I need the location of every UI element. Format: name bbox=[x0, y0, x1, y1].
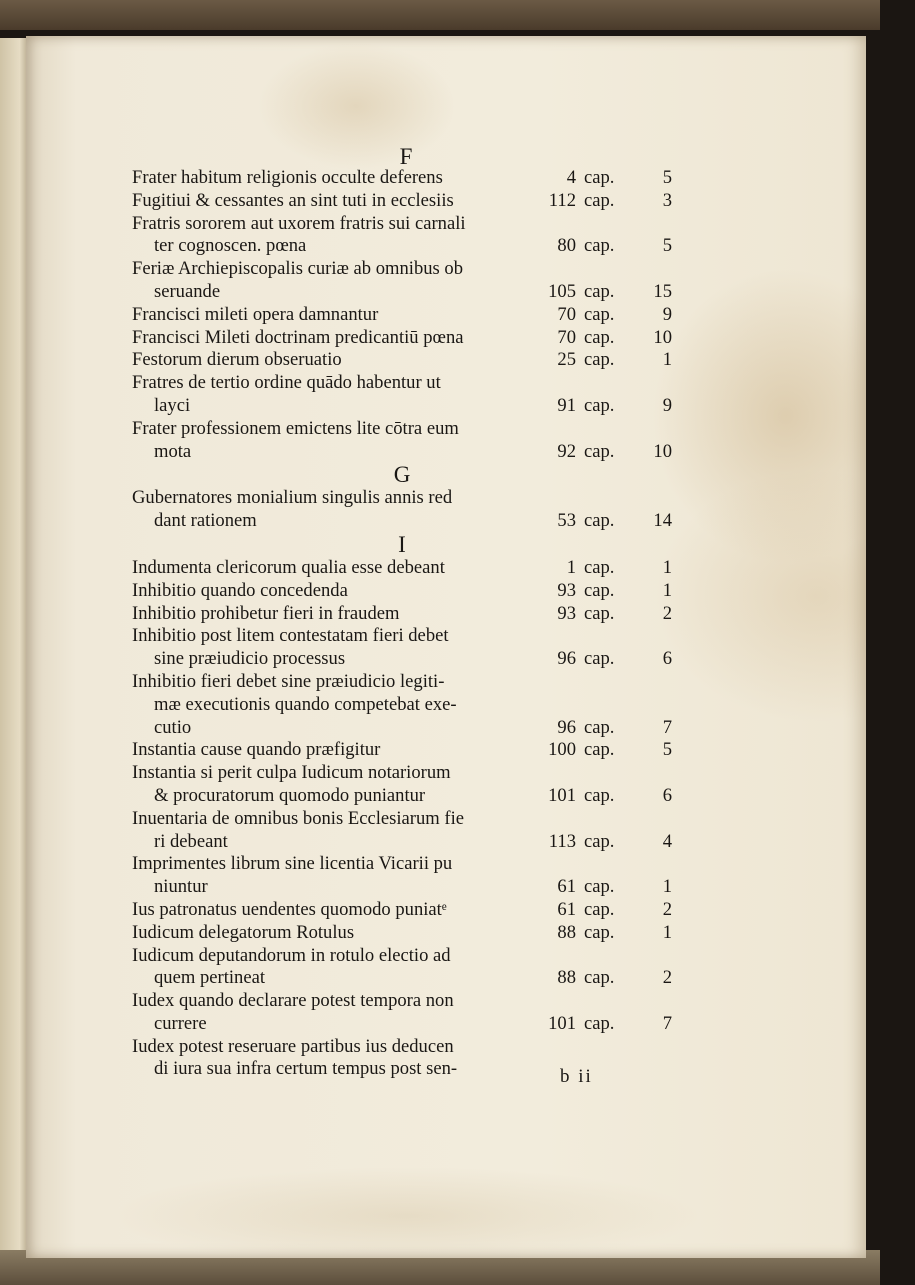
cap-abbrev: cap. bbox=[584, 716, 615, 738]
entry-text-line: & procuratorum quomodo puniantur bbox=[154, 784, 426, 806]
cap-abbrev: cap. bbox=[584, 876, 615, 898]
cap-abbrev: cap. bbox=[584, 967, 615, 989]
entry-reference bbox=[557, 327, 672, 350]
book-cover-edge bbox=[0, 0, 880, 30]
chapter-number: 7 bbox=[662, 1012, 672, 1034]
chapter-number: 1 bbox=[662, 921, 672, 943]
entry-text-line: Inhibitio post litem contestatam fieri debet bbox=[132, 625, 449, 647]
index-entry bbox=[132, 739, 672, 762]
printed-area bbox=[26, 36, 866, 1258]
entry-text-line: Frater professionem emictens lite cōtra eum bbox=[132, 417, 459, 439]
page-number: 101 bbox=[548, 784, 576, 806]
entry-text-line: Imprimentes librum sine licentia Vicarii pu bbox=[132, 853, 453, 875]
chapter-number: 15 bbox=[653, 280, 672, 302]
entry-reference bbox=[557, 899, 672, 922]
entry-text-line: Instantia si perit culpa Iudicum notariorum bbox=[132, 762, 451, 784]
entry-reference bbox=[557, 967, 672, 990]
cap-abbrev: cap. bbox=[584, 303, 615, 325]
cap-abbrev: cap. bbox=[584, 648, 615, 670]
entry-reference bbox=[548, 281, 672, 304]
entry-reference bbox=[557, 717, 672, 740]
section-letter-g: G bbox=[393, 462, 411, 488]
page-number: 80 bbox=[557, 235, 576, 257]
cap-abbrev: cap. bbox=[584, 394, 615, 416]
entry-text-line: Francisci mileti opera damnantur bbox=[132, 303, 379, 325]
entry-reference bbox=[549, 831, 672, 854]
entry-text-line: ter cognoscen. pœna bbox=[154, 235, 307, 257]
chapter-number: 1 bbox=[662, 556, 672, 578]
entry-text-line: cutio bbox=[154, 716, 192, 738]
page-number: 92 bbox=[557, 440, 576, 462]
page-number: 61 bbox=[557, 876, 576, 898]
chapter-number: 3 bbox=[662, 189, 672, 211]
entry-text-line: Feriæ Archiepiscopalis curiæ ab omnibus ob bbox=[132, 258, 464, 280]
previous-leaf-edge bbox=[0, 38, 28, 1268]
entry-reference bbox=[567, 167, 672, 190]
page-number: 93 bbox=[557, 602, 576, 624]
entry-text-line: Iudex potest reseruare partibus ius deducen bbox=[132, 1035, 454, 1057]
cap-abbrev: cap. bbox=[584, 235, 615, 257]
entry-reference bbox=[557, 395, 672, 418]
entry-text-line: currere bbox=[154, 1012, 207, 1034]
index-entry bbox=[132, 945, 672, 991]
entry-reference bbox=[548, 1013, 672, 1036]
entry-reference bbox=[557, 441, 672, 464]
entry-text-line: Instantia cause quando præfigitur bbox=[132, 739, 381, 761]
index-entry bbox=[132, 258, 672, 304]
entry-reference bbox=[557, 304, 672, 327]
entry-reference bbox=[557, 349, 672, 372]
index-entry bbox=[132, 327, 672, 350]
entry-reference bbox=[557, 580, 672, 603]
entry-reference bbox=[557, 922, 672, 945]
index-entry bbox=[132, 580, 672, 603]
index-entry bbox=[132, 167, 672, 190]
page-number: 96 bbox=[557, 648, 576, 670]
index-entry bbox=[132, 853, 672, 899]
entry-text-line: Inhibitio quando concedenda bbox=[132, 579, 348, 601]
cap-abbrev: cap. bbox=[584, 556, 615, 578]
page-number: 105 bbox=[548, 280, 576, 302]
page-number: 93 bbox=[557, 579, 576, 601]
page-number: 101 bbox=[548, 1012, 576, 1034]
chapter-number: 2 bbox=[662, 898, 672, 920]
chapter-number: 1 bbox=[662, 349, 672, 371]
page-number: 88 bbox=[557, 921, 576, 943]
entry-text-line: dant rationem bbox=[154, 510, 257, 532]
entry-reference bbox=[549, 190, 672, 213]
section-letter-i: I bbox=[398, 531, 406, 557]
index-entry bbox=[132, 487, 672, 533]
cap-abbrev: cap. bbox=[584, 830, 615, 852]
page-number: 53 bbox=[557, 510, 576, 532]
cap-abbrev: cap. bbox=[584, 510, 615, 532]
chapter-number: 10 bbox=[653, 440, 672, 462]
chapter-number: 5 bbox=[662, 167, 672, 188]
entry-text-line: Francisci Mileti doctrinam predicantiū pœna bbox=[132, 326, 464, 348]
entry-reference bbox=[557, 648, 672, 671]
index-entry bbox=[132, 213, 672, 259]
page-number: 61 bbox=[557, 898, 576, 920]
index-entry bbox=[132, 899, 672, 922]
index-entry bbox=[132, 557, 672, 580]
index-entries bbox=[132, 167, 672, 1081]
index-entry bbox=[132, 349, 672, 372]
cap-abbrev: cap. bbox=[584, 602, 615, 624]
page-number: 100 bbox=[548, 739, 576, 761]
cap-abbrev: cap. bbox=[584, 1012, 615, 1034]
entry-reference bbox=[557, 876, 672, 899]
cap-abbrev: cap. bbox=[584, 579, 615, 601]
cap-abbrev: cap. bbox=[584, 349, 615, 371]
index-entry bbox=[132, 990, 672, 1036]
entry-text-line: mota bbox=[154, 440, 192, 462]
entry-text-line: Festorum dierum obseruatio bbox=[132, 349, 342, 371]
entry-text-line: Iudex quando declarare potest tempora non bbox=[132, 990, 454, 1012]
index-entry bbox=[132, 190, 672, 213]
entry-text-line: seruande bbox=[154, 280, 221, 302]
index-entry bbox=[132, 372, 672, 418]
page-number: 96 bbox=[557, 716, 576, 738]
chapter-number: 1 bbox=[662, 579, 672, 601]
entry-text-line: quem pertineat bbox=[154, 967, 265, 989]
cap-abbrev: cap. bbox=[584, 739, 615, 761]
chapter-number: 5 bbox=[662, 739, 672, 761]
chapter-number: 9 bbox=[662, 394, 672, 416]
entry-text-line: niuntur bbox=[154, 876, 208, 898]
page-number: 25 bbox=[557, 349, 576, 371]
chapter-number: 7 bbox=[662, 716, 672, 738]
page-number: 91 bbox=[557, 394, 576, 416]
cap-abbrev: cap. bbox=[584, 326, 615, 348]
entry-text-line: Fratris sororem aut uxorem fratris sui carnali bbox=[132, 212, 466, 234]
entry-reference bbox=[548, 785, 672, 808]
entry-reference bbox=[557, 235, 672, 258]
entry-text-line: Inhibitio fieri debet sine præiudicio legiti- bbox=[132, 670, 445, 692]
entry-reference bbox=[548, 739, 672, 762]
chapter-number: 2 bbox=[662, 967, 672, 989]
index-entry bbox=[132, 603, 672, 626]
entry-text-line: ri debeant bbox=[154, 830, 228, 852]
entry-text-line: Inuentaria de omnibus bonis Ecclesiarum fie bbox=[132, 807, 465, 829]
cap-abbrev: cap. bbox=[584, 898, 615, 920]
page-number: 1 bbox=[566, 556, 576, 578]
chapter-number: 5 bbox=[662, 235, 672, 257]
entry-text-line: Indumenta clericorum qualia esse debeant bbox=[132, 556, 445, 578]
signature-mark: b ii bbox=[560, 1066, 593, 1087]
index-entry bbox=[132, 762, 672, 808]
entry-text-line: Inhibitio prohibetur fieri in fraudem bbox=[132, 602, 400, 624]
cap-abbrev: cap. bbox=[584, 280, 615, 302]
chapter-number: 10 bbox=[653, 326, 672, 348]
cap-abbrev: cap. bbox=[584, 921, 615, 943]
chapter-number: 14 bbox=[653, 510, 672, 532]
entry-text-line: Iudicum delegatorum Rotulus bbox=[132, 921, 355, 943]
entry-text-line: Fugitiui & cessantes an sint tuti in ecclesiis bbox=[132, 189, 454, 211]
cap-abbrev: cap. bbox=[584, 440, 615, 462]
entry-text-line: Fratres de tertio ordine quādo habentur ut bbox=[132, 372, 441, 394]
entry-text-line: Ius patronatus uendentes quomodo puniatᵉ bbox=[132, 898, 447, 920]
page-number: 88 bbox=[557, 967, 576, 989]
chapter-number: 4 bbox=[662, 830, 672, 852]
chapter-number: 9 bbox=[662, 303, 672, 325]
section-letter-f: F bbox=[399, 144, 413, 169]
entry-text-line: layci bbox=[154, 394, 191, 416]
chapter-number: 1 bbox=[662, 876, 672, 898]
cap-abbrev: cap. bbox=[584, 167, 615, 188]
entry-text-line: sine præiudicio processus bbox=[154, 648, 346, 670]
cap-abbrev: cap. bbox=[584, 784, 615, 806]
index-entry bbox=[132, 671, 672, 739]
index-entry bbox=[132, 922, 672, 945]
entry-text-line: Iudicum deputandorum in rotulo electio ad bbox=[132, 944, 451, 966]
entry-text-line: di iura sua infra certum tempus post sen- bbox=[154, 1058, 458, 1080]
entry-reference bbox=[557, 510, 672, 533]
entry-reference bbox=[567, 557, 672, 580]
entry-text-line: Gubernatores monialium singulis annis red bbox=[132, 487, 453, 509]
page-number: 70 bbox=[557, 303, 576, 325]
chapter-number: 6 bbox=[662, 648, 672, 670]
index-entry bbox=[132, 418, 672, 464]
cap-abbrev: cap. bbox=[584, 189, 615, 211]
index-entry bbox=[132, 625, 672, 671]
index-entry bbox=[132, 808, 672, 854]
chapter-number: 2 bbox=[662, 602, 672, 624]
page-number: 112 bbox=[548, 189, 576, 211]
page-number: 4 bbox=[566, 167, 576, 188]
book-page bbox=[26, 36, 866, 1258]
index-entry bbox=[132, 304, 672, 327]
entry-text-line: Frater habitum religionis occulte deferens bbox=[132, 167, 443, 188]
page-number: 113 bbox=[548, 830, 576, 852]
chapter-number: 6 bbox=[662, 784, 672, 806]
page-number: 70 bbox=[557, 326, 576, 348]
entry-text-line: mæ executionis quando competebat exe- bbox=[154, 693, 457, 715]
entry-reference bbox=[557, 603, 672, 626]
